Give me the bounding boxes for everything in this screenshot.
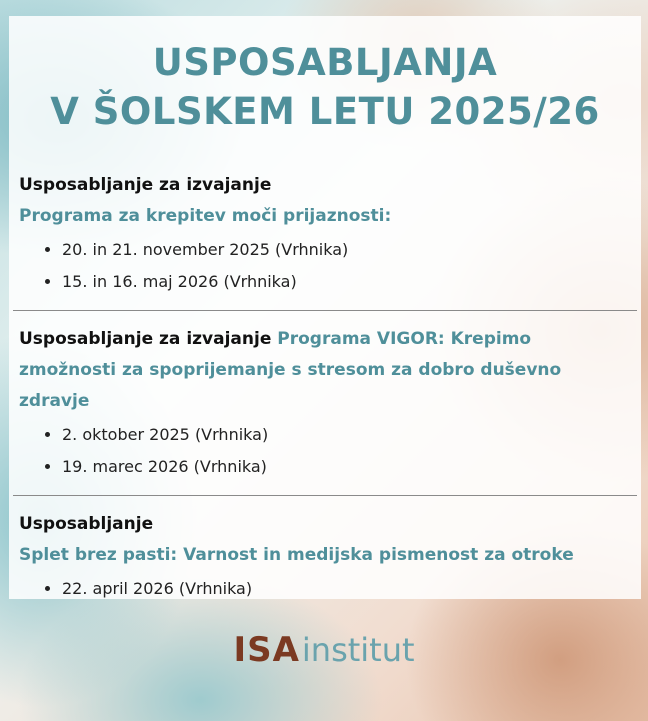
program-name: Splet brez pasti: Varnost in medijska pismenost za otroke	[19, 545, 574, 565]
section-heading	[19, 324, 631, 417]
training-section-1	[9, 170, 641, 298]
title-line-2: V ŠOLSKEM LETU 2025/26	[50, 90, 600, 133]
content-card	[9, 16, 641, 599]
date-item: • 15. in 16. maj 2026 (Vrhnika)	[62, 266, 631, 298]
date-item: • 2. oktober 2025 (Vrhnika)	[62, 419, 631, 451]
training-section-2	[9, 324, 641, 483]
date-list	[19, 419, 631, 483]
section-prefix: Usposabljanje	[19, 514, 154, 534]
date-item: • 22. april 2026 (Vrhnika)	[62, 573, 631, 605]
training-section-3	[9, 509, 641, 605]
date-item: • 19. marec 2026 (Vrhnika)	[62, 451, 631, 483]
isa-institut-logo	[0, 630, 648, 670]
section-prefix: Usposabljanje za izvajanje	[19, 175, 272, 195]
date-list	[19, 234, 631, 298]
program-name: Programa za krepitev moči prijaznosti:	[19, 206, 392, 226]
divider	[13, 310, 637, 311]
section-prefix: Usposabljanje za izvajanje	[19, 329, 278, 349]
date-list	[19, 573, 631, 605]
title-line-1: USPOSABLJANJA	[152, 41, 498, 84]
program-name: Programa VIGOR: Krepimo zmožnosti za spoprijemanje s stresom za dobro duševno zdravje	[19, 329, 562, 411]
page-title	[9, 16, 641, 136]
logo-isa-text: ISA	[233, 630, 300, 670]
logo-institut-text: institut	[301, 631, 415, 669]
date-item: • 20. in 21. november 2025 (Vrhnika)	[62, 234, 631, 266]
divider	[13, 495, 637, 496]
